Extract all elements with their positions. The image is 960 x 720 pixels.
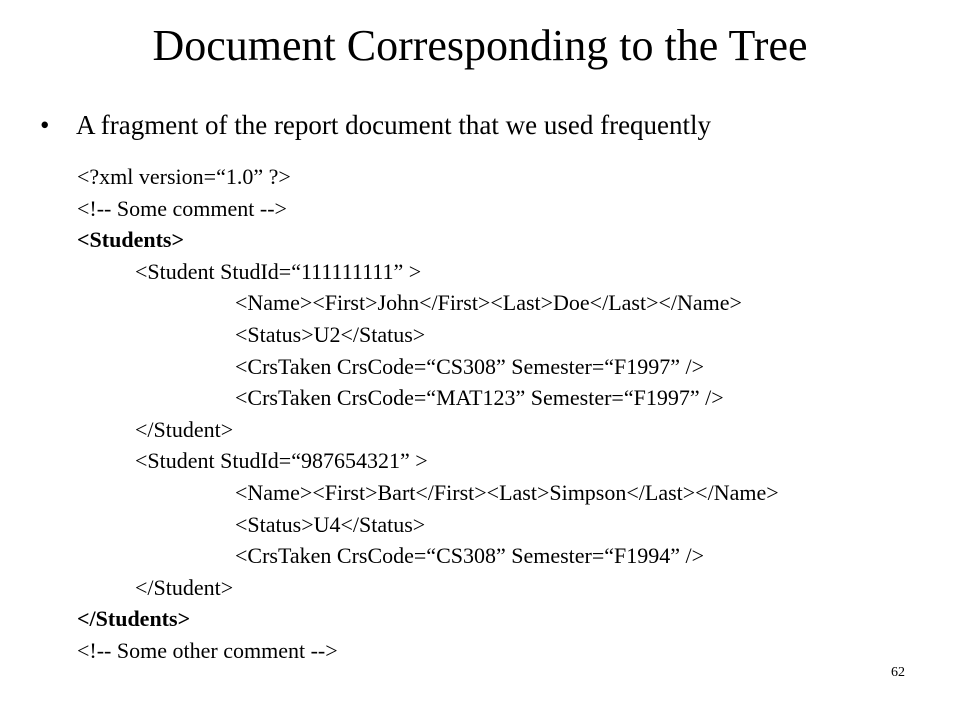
page-number: 62: [891, 665, 905, 680]
code-line: <CrsTaken CrsCode=“CS308” Semester=“F1997” />: [235, 353, 705, 379]
code-line: <!-- Some other comment -->: [77, 637, 338, 663]
slide-title: Document Corresponding to the Tree: [152, 21, 808, 70]
code-line: <?xml version=“1.0” ?>: [77, 164, 291, 189]
code-line: <CrsTaken CrsCode=“CS308” Semester=“F1994” />: [235, 543, 705, 569]
code-line: </Students>: [77, 606, 191, 632]
code-line: <Name><First>John</First><Last>Doe</Last></Name>: [235, 290, 742, 316]
code-line: </Student>: [135, 416, 234, 442]
code-line: <CrsTaken CrsCode=“MAT123” Semester=“F1997” />: [235, 385, 724, 411]
xml-code-block: [0, 161, 960, 667]
bullet-icon: •: [40, 110, 50, 140]
code-line: <Status>U2</Status>: [235, 321, 426, 347]
code-line: <Student StudId=“111111111” >: [135, 258, 422, 284]
code-line: <!-- Some comment -->: [77, 195, 287, 221]
code-line: <Name><First>Bart</First><Last>Simpson</Last></Name>: [235, 479, 779, 505]
code-line: <Status>U4</Status>: [235, 511, 426, 537]
code-line: <Student StudId=“987654321” >: [135, 448, 428, 474]
bullet-item: [40, 109, 711, 141]
bullet-text: A fragment of the report document that we used frequently: [76, 110, 712, 140]
code-line: <Students>: [77, 227, 184, 253]
code-line: </Student>: [135, 574, 234, 600]
